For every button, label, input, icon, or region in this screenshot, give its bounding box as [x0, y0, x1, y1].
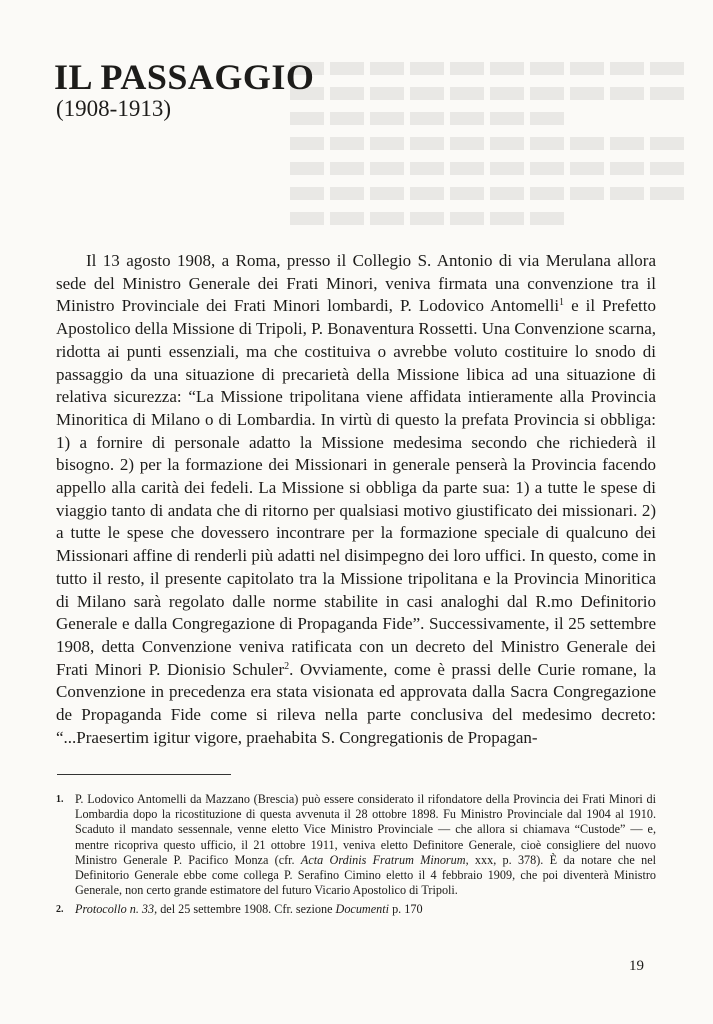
- footnote-ref-2: 2: [284, 660, 290, 672]
- footnote-2: [56, 902, 656, 917]
- page-number: 19: [629, 958, 644, 974]
- chapter-title: IL PASSAGGIO: [54, 57, 315, 97]
- footnote-citation: Protocollo n. 33: [75, 902, 155, 917]
- footnote-ref-1: 1: [559, 297, 565, 309]
- footnote-text: p. 170: [389, 902, 423, 917]
- footnote-divider: [57, 774, 231, 775]
- body-text: [56, 250, 656, 749]
- body-paragraph: [56, 250, 656, 749]
- footnotes: [56, 792, 656, 922]
- footnote-text: P. Lodovico Antomelli da Mazzano (Brescia) può essere considerato il rifondatore della Provincia dei Frati Minori di Lombardia dopo la ricostituzione di questa avvenuta il 28 ottobre 1898. Fu Ministro Provinciale dal 1904 al 1910. Scaduto il mandato sessennale, venne eletto Vice Ministro Provinciale — che allora si chiamava “Custode” — e, mentre ricopriva questo ufficio, il 21 ottobre 1911, veniva eletto Definitore Generale, cioè consigliere del nuovo Ministro Generale P. Pacifico Monza (cfr.: [75, 792, 656, 867]
- chapter-subtitle: (1908-1913): [56, 96, 171, 121]
- footnote-1: [56, 792, 656, 898]
- body-text-part-1: Il 13 agosto 1908, a Roma, presso il Collegio S. Antonio di via Merulana allora sede del Ministro Generale dei Frati Minori, veniva firmata una convenzione tra il Ministro Provinciale dei Frati Minori lombardi, P. Lodovico Antomelli: [56, 251, 656, 316]
- body-text-part-2: e il Prefetto Apostolico della Missione di Tripoli, P. Bonaventura Rossetti. Una Convenzione scarna, ridotta ai punti essenziali, ma che costituiva o avrebbe voluto costituire lo snodo di passaggio da una situazione di precarietà della Missione libica ad una situazione di relativa sicurezza: “La Missione tripolitana viene affidata intieramente alla Provincia Minoritica di Milano o di Lombardia. In virtù di questo la prefata Provincia si obbliga: 1) a fornire di personale adatto la Missione medesima secondo che richiederà il bisogno. 2) per la formazione dei Missionari in generale penserà la Provincia facendo appello alla carità dei fedeli. La Missione si obbliga da parte sua: 1) a tutte le spese di viaggio tanto di andata che di ritorno per qualsiasi motivo giustificato dei missionari. 2) a tutte le spese che dovessero incontrare per la formazione speciale di qualcuno dei Missionari affine di renderli più adatti nel disimpegno dei loro uffici. In questo, come in tutto il resto, il presente capitolato tra la Missione tripolitana e la Provincia Minoritica di Milano sarà regolato dalle norme stabilite in casi analoghi dal R.mo Definitorio Generale e dalla Congregazione di Propaganda Fide”. Successivamente, il 25 settembre 1908, detta Convenzione veniva ratificata con un decreto del Ministro Generale dei Frati Minori P. Dionisio Schuler: [56, 296, 656, 679]
- footnote-text: , del 25 settembre 1908. Cfr. sezione: [154, 902, 336, 917]
- body-text-part-3: . Ovviamente, come è prassi delle Curie romane, la Convenzione in precedenza era stata visionata ed approvata dalla Sacra Congregazione de Propaganda Fide come si rileva nella parte conclusiva del medesimo decreto: “...Praesertim igitur vigore, praehabita S. Congregationis de Propagan-: [56, 659, 656, 747]
- footnote-number: 2.: [56, 904, 64, 916]
- footnote-number: 1.: [56, 794, 64, 805]
- footnote-citation: Acta Ordinis Fratrum Minorum: [300, 852, 466, 867]
- footnote-text: , xxx, p. 378). È da notare che nel Definitorio Generale ebbe come collega P. Serafino Cimino eletto il 4 febbraio 1909, che poi diventerà Ministro Generale, non certo grande estimatore del futuro Vicario Apostolico di Tripoli.: [75, 852, 656, 898]
- bleed-through-text: [290, 62, 685, 237]
- footnote-citation: Documenti: [335, 902, 390, 917]
